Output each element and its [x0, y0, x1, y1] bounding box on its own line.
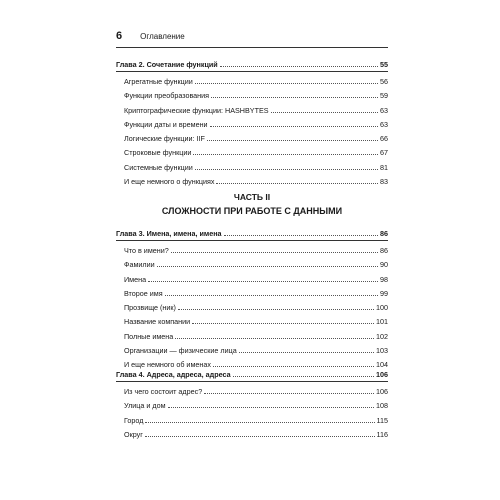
toc-item[interactable]: [116, 120, 388, 129]
dot-leader: [148, 281, 378, 282]
toc-item-page: 102: [376, 331, 388, 341]
dot-leader: [207, 140, 378, 141]
toc-item[interactable]: [116, 332, 388, 341]
toc-item-title: Функции даты и времени: [124, 119, 208, 129]
chapter-page: 55: [380, 60, 388, 69]
toc-item[interactable]: [116, 260, 388, 269]
chapter-page: 106: [376, 370, 388, 379]
toc-chapter-2: [116, 60, 388, 191]
part-label: ЧАСТЬ II: [233, 192, 271, 202]
page-number: 6: [116, 30, 123, 42]
toc-item-page: 59: [380, 91, 388, 101]
toc-item[interactable]: [116, 134, 388, 143]
part-title: СЛОЖНОСТИ ПРИ РАБОТЕ С ДАННЫМИ: [161, 206, 343, 216]
dot-leader: [224, 235, 378, 236]
toc-item[interactable]: [116, 387, 388, 396]
toc-item-page: 90: [380, 260, 388, 270]
toc-item[interactable]: [116, 177, 388, 186]
toc-item[interactable]: [116, 77, 388, 86]
toc-item-page: 99: [380, 288, 388, 298]
toc-item[interactable]: [116, 360, 388, 369]
toc-item-page: 108: [376, 401, 388, 411]
toc-item-title: Системные функции: [124, 162, 193, 172]
toc-item-page: 106: [376, 387, 388, 396]
toc-item-title: Что в имени?: [124, 246, 169, 255]
dot-leader: [220, 66, 378, 67]
chapter-title: Глава 3. Имена, имена, имена: [116, 229, 222, 238]
toc-item-title: Город: [124, 415, 144, 425]
toc-item-title: Второе имя: [124, 288, 163, 298]
toc-item-title: Прозвище (ник): [124, 303, 176, 313]
toc-item-title: И еще немного об именах: [124, 360, 211, 370]
dot-leader: [213, 366, 374, 367]
chapter-heading[interactable]: [116, 229, 388, 241]
toc-item-title: Организации — физические лица: [124, 346, 237, 356]
dot-leader: [271, 112, 378, 113]
toc-item-page: 115: [376, 415, 388, 425]
toc-item-page: 67: [380, 148, 388, 158]
part-heading: [116, 192, 388, 216]
toc-item-title: Логические функции: IIF: [124, 134, 205, 144]
dot-leader: [195, 83, 378, 84]
dot-leader: [216, 183, 378, 184]
running-title: Оглавление: [140, 32, 185, 41]
toc-item[interactable]: [116, 148, 388, 157]
toc-item[interactable]: [116, 317, 388, 326]
dot-leader: [193, 154, 378, 155]
toc-item-page: 116: [376, 429, 388, 439]
toc-item[interactable]: [116, 303, 388, 312]
toc-chapter-3: [116, 229, 388, 375]
toc-item-page: 63: [380, 119, 388, 129]
toc-item-page: 66: [380, 134, 388, 144]
dot-leader: [195, 169, 378, 170]
toc-item[interactable]: [116, 401, 388, 410]
toc-item-page: 98: [380, 274, 388, 284]
toc-item-title: Название компании: [124, 317, 191, 327]
toc-item-title: И еще немного о функциях: [124, 177, 215, 187]
dot-leader: [171, 252, 378, 253]
toc-item[interactable]: [116, 246, 388, 255]
chapter-title: Глава 4. Адреса, адреса, адреса: [116, 370, 231, 379]
toc-item-title: Полные имена: [124, 331, 174, 341]
dot-leader: [204, 393, 374, 394]
toc-item-title: Фамилии: [124, 260, 155, 270]
toc-item-page: 81: [380, 162, 388, 172]
toc-item-title: Имена: [124, 274, 147, 284]
toc-item-title: Криптографические функции: HASHBYTES: [124, 105, 269, 115]
toc-item-page: 101: [376, 317, 388, 327]
dot-leader: [211, 97, 378, 98]
dot-leader: [165, 295, 378, 296]
toc-item-title: Агрегатные функции: [124, 77, 193, 86]
toc-item-title: Функции преобразования: [124, 91, 210, 101]
header-rule: [116, 47, 388, 48]
dot-leader: [210, 126, 378, 127]
toc-item[interactable]: [116, 91, 388, 100]
toc-item-page: 100: [376, 303, 388, 313]
toc-item[interactable]: [116, 106, 388, 115]
toc-item[interactable]: [116, 289, 388, 298]
toc-item[interactable]: [116, 430, 388, 439]
toc-item-page: 83: [380, 177, 388, 187]
toc-item-page: 104: [376, 360, 388, 370]
toc-item-title: Улица и дом: [124, 401, 166, 411]
dot-leader: [239, 352, 374, 353]
dot-leader: [175, 338, 374, 339]
chapter-title: Глава 2. Сочетание функций: [116, 60, 218, 69]
toc-item-title: Округ: [124, 429, 143, 439]
toc-item[interactable]: [116, 275, 388, 284]
toc-item[interactable]: [116, 163, 388, 172]
toc-item-page: 86: [380, 246, 388, 255]
chapter-page: 86: [380, 229, 388, 238]
dot-leader: [145, 422, 374, 423]
page-header: [116, 30, 185, 42]
toc-item-page: 63: [380, 105, 388, 115]
dot-leader: [145, 436, 375, 437]
toc-item-title: Из чего состоит адрес?: [124, 387, 203, 396]
toc-item-title: Строковые функции: [124, 148, 192, 158]
toc-item[interactable]: [116, 416, 388, 425]
dot-leader: [168, 407, 374, 408]
toc-item[interactable]: [116, 346, 388, 355]
dot-leader: [178, 309, 374, 310]
toc-item-page: 56: [380, 77, 388, 86]
chapter-heading[interactable]: [116, 60, 388, 72]
toc-item-page: 103: [376, 346, 388, 356]
chapter-heading[interactable]: [116, 370, 388, 382]
dot-leader: [233, 376, 374, 377]
toc-chapter-4: [116, 370, 388, 444]
dot-leader: [157, 266, 378, 267]
dot-leader: [192, 323, 374, 324]
